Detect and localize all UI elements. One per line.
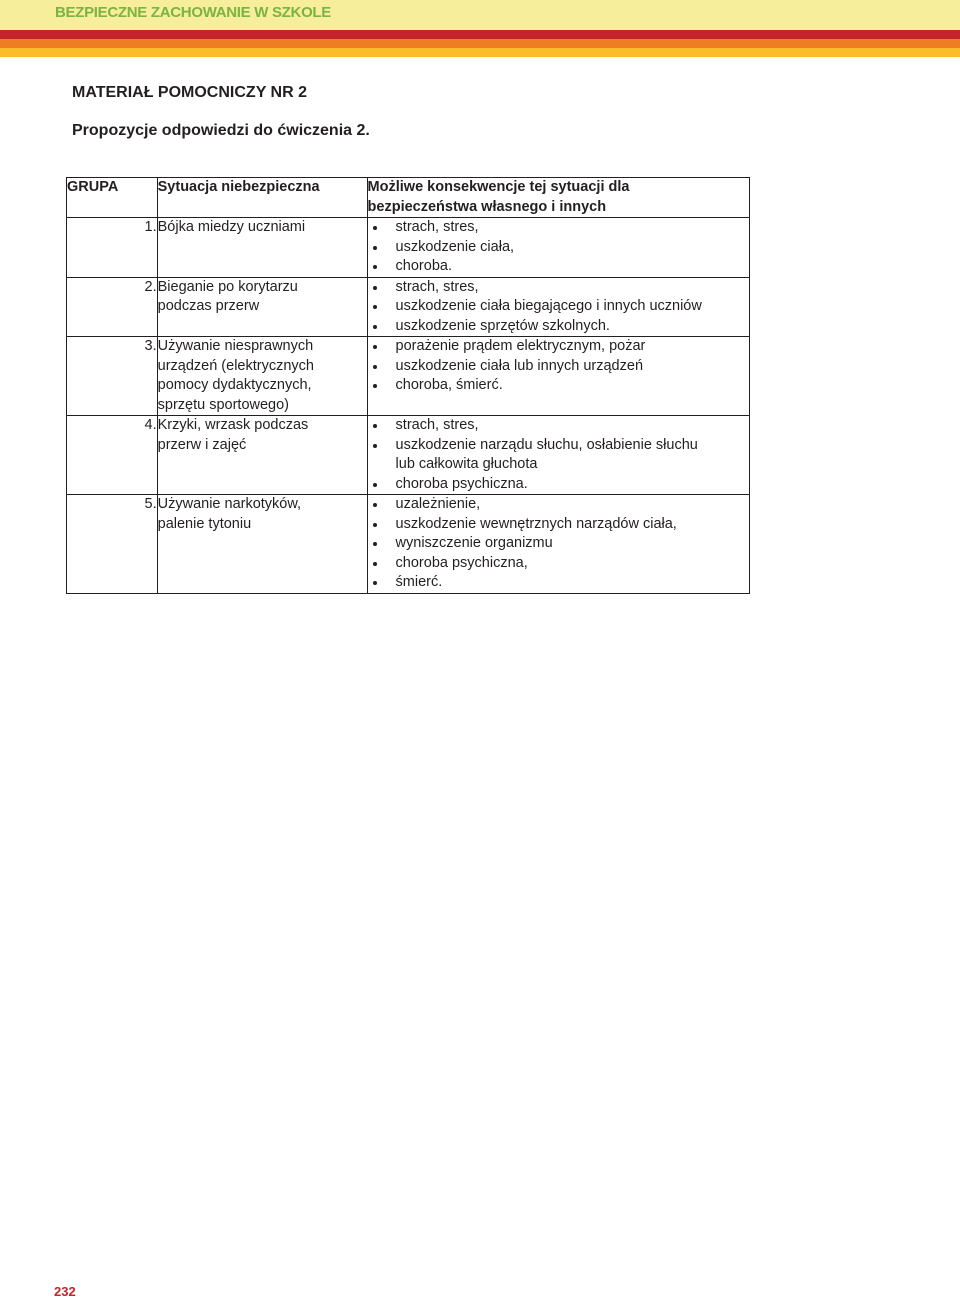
situation-line: Bieganie po korytarzu — [157, 278, 298, 295]
bullet-icon — [373, 325, 377, 329]
bullet-icon — [373, 581, 377, 585]
header-stripe-red — [0, 30, 960, 39]
header-stripe-yellow — [0, 48, 960, 57]
consequences-cell — [367, 416, 749, 495]
row-number: 3. — [67, 337, 158, 416]
bullet-icon — [373, 365, 377, 369]
situation-line: urządzeń (elektrycznych — [157, 357, 314, 374]
bullet-icon — [373, 444, 377, 448]
table-row — [67, 337, 750, 416]
header-consequences-line2: bezpieczeństwa własnego i innych — [367, 198, 607, 215]
running-header-title: BEZPIECZNE ZACHOWANIE W SZKOLE — [55, 4, 332, 21]
bullet-icon — [373, 246, 377, 250]
consequences-cell — [367, 495, 749, 594]
consequence-item: uszkodzenie ciała biegającego i innych uczniów — [368, 297, 749, 317]
situation-line: Bójka miedzy uczniami — [157, 219, 306, 235]
header-consequences-line1: Możliwe konsekwencje tej sytuacji dla — [367, 179, 630, 195]
situation-cell — [157, 495, 367, 594]
situation-cell — [157, 218, 367, 278]
table-row — [67, 416, 750, 495]
situation-cell — [157, 277, 367, 337]
situation-line: palenie tytoniu — [157, 515, 252, 532]
table-row — [67, 218, 750, 278]
situation-cell — [157, 337, 367, 416]
row-number: 5. — [67, 495, 158, 594]
exercise-subheading: Propozycje odpowiedzi do ćwiczenia 2. — [72, 122, 370, 139]
consequence-item: strach, stres, — [368, 218, 749, 238]
situation-line: przerw i zajęć — [157, 436, 247, 453]
consequences-cell — [367, 218, 749, 278]
table-header-row — [67, 178, 750, 218]
bullet-icon — [373, 424, 377, 428]
row-number: 1. — [67, 218, 158, 278]
bullet-icon — [373, 503, 377, 507]
header-situation: Sytuacja niebezpieczna — [157, 178, 367, 218]
bullet-icon — [373, 523, 377, 527]
consequence-item: uszkodzenie narządu słuchu, osłabienie słuchu — [368, 436, 749, 456]
situation-line: Używanie narkotyków, — [157, 496, 302, 512]
situation-line: podczas przerw — [157, 298, 260, 314]
consequence-item: choroba psychiczna, — [368, 554, 749, 574]
consequences-cell — [367, 337, 749, 416]
consequence-item: uszkodzenie ciała lub innych urządzeń — [368, 357, 749, 377]
situation-line: pomocy dydaktycznych, — [157, 377, 312, 393]
bullet-icon — [373, 542, 377, 546]
consequence-item: porażenie prądem elektrycznym, pożar — [368, 337, 749, 357]
consequence-item-continuation: lub całkowita głuchota — [395, 456, 538, 472]
bullet-icon — [373, 286, 377, 290]
consequence-item: uszkodzenie sprzętów szkolnych. — [368, 317, 749, 337]
row-number: 4. — [67, 416, 158, 495]
row-number: 2. — [67, 277, 158, 337]
consequence-item: uszkodzenie ciała, — [368, 238, 749, 258]
table-row — [67, 277, 750, 337]
consequence-item: choroba. — [368, 257, 749, 277]
consequence-item: wyniszczenie organizmu — [368, 534, 749, 554]
consequence-item: uzależnienie, — [368, 495, 749, 515]
consequence-item: śmierć. — [368, 573, 749, 593]
bullet-icon — [373, 345, 377, 349]
situation-line: Używanie niesprawnych — [157, 338, 314, 354]
bullet-icon — [373, 265, 377, 269]
consequence-item: strach, stres, — [368, 416, 749, 436]
table-row — [67, 495, 750, 594]
bullet-icon — [373, 483, 377, 487]
situation-line: Krzyki, wrzask podczas — [157, 417, 309, 433]
consequences-cell — [367, 277, 749, 337]
bullet-icon — [373, 562, 377, 566]
header-consequences — [367, 178, 749, 218]
consequence-item: uszkodzenie wewnętrznych narządów ciała, — [368, 515, 749, 535]
header-stripe-orange — [0, 39, 960, 48]
bullet-icon — [373, 305, 377, 309]
situation-cell — [157, 416, 367, 495]
header-group: GRUPA — [67, 178, 158, 218]
page-number: 232 — [54, 1284, 76, 1299]
bullet-icon — [373, 384, 377, 388]
bullet-icon — [373, 226, 377, 230]
situation-line: sprzętu sportowego) — [157, 396, 289, 413]
situations-table — [66, 177, 750, 594]
material-heading: MATERIAŁ POMOCNICZY NR 2 — [72, 84, 307, 101]
consequence-item: choroba psychiczna. — [368, 475, 749, 495]
consequence-item: choroba, śmierć. — [368, 376, 749, 396]
consequence-item: strach, stres, — [368, 278, 749, 298]
